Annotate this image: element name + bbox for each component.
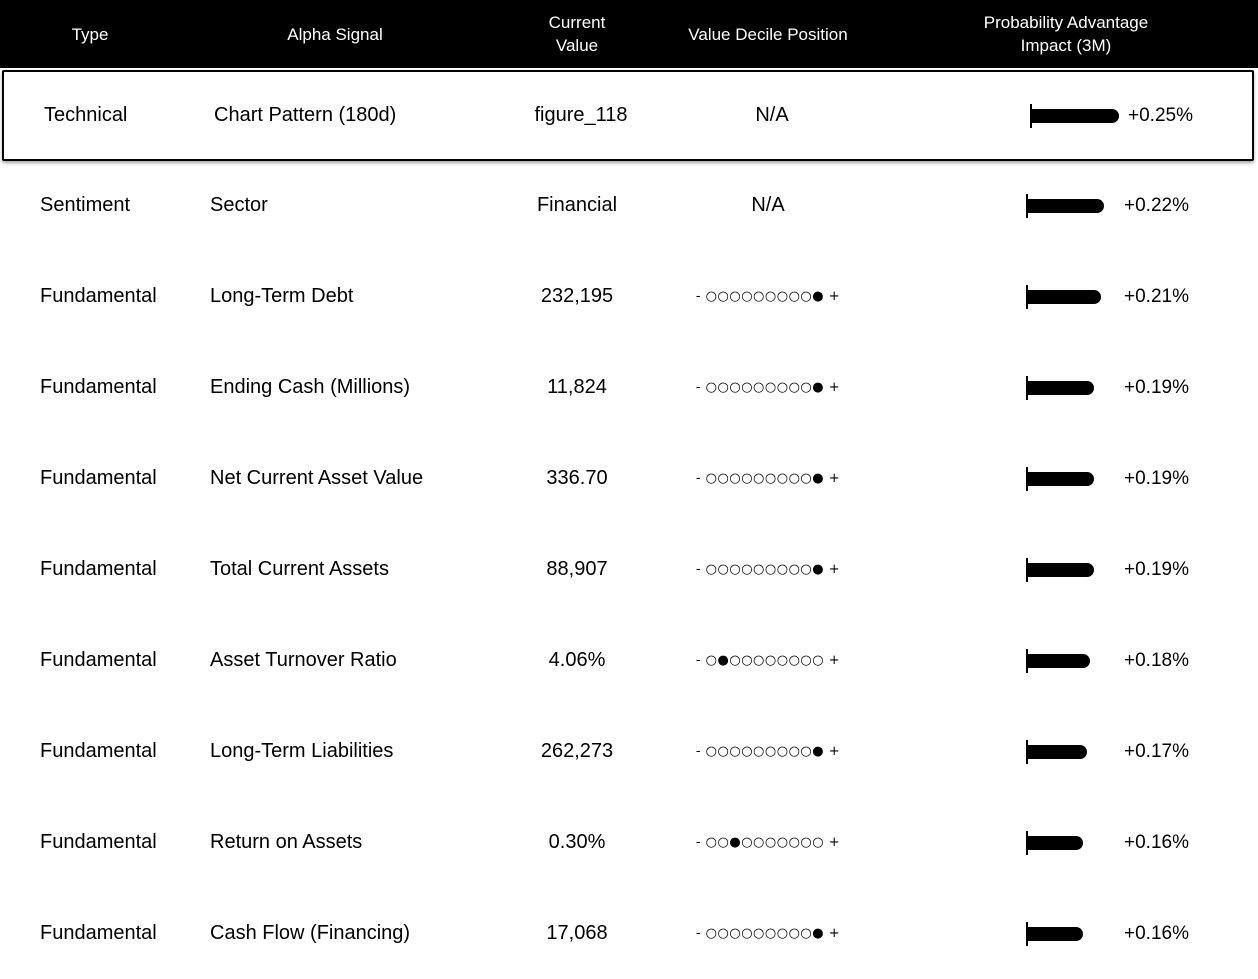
table-row[interactable]: [0, 524, 1258, 615]
impact-bar: [1026, 465, 1120, 493]
table-row[interactable]: [0, 888, 1258, 979]
header-alpha-signal[interactable]: [210, 0, 460, 68]
impact-value: +0.18%: [1124, 649, 1189, 671]
impact-bar-fill: [1031, 109, 1119, 123]
header-alpha-signal-label: Alpha Signal: [287, 24, 383, 44]
row-alpha-signal: Net Current Asset Value: [210, 467, 424, 489]
impact-bar-fill: [1027, 472, 1094, 486]
row-decile: - ○○○○○○○○○● +: [695, 744, 841, 759]
impact-bar: [1026, 738, 1120, 766]
row-alpha-signal: Sector: [210, 194, 268, 216]
row-alpha-signal: Asset Turnover Ratio: [210, 649, 397, 671]
row-type: Fundamental: [40, 922, 157, 944]
header-type-label: Type: [71, 24, 109, 44]
header-type[interactable]: [40, 0, 140, 68]
row-decile: - ○○○○○○○○○● +: [695, 471, 841, 486]
row-current-value: 262,273: [540, 740, 614, 762]
header-value-decile-label: Value Decile Position: [688, 24, 848, 44]
impact-bar: [1026, 556, 1120, 584]
impact-value: +0.19%: [1124, 558, 1189, 580]
row-type: Fundamental: [40, 376, 157, 398]
header-current-value-label: Current Value: [548, 13, 606, 55]
row-decile: - ○●○○○○○○○○ +: [695, 653, 841, 668]
row-impact: [1026, 251, 1246, 342]
row-impact: [1030, 72, 1250, 159]
impact-value: +0.22%: [1124, 194, 1189, 216]
row-decile: - ○○○○○○○○○● +: [695, 562, 841, 577]
impact-bar: [1030, 102, 1124, 130]
impact-bar: [1026, 283, 1120, 311]
row-current-value: 11,824: [547, 376, 607, 398]
row-type: Fundamental: [40, 285, 157, 307]
row-current-value: 17,068: [546, 922, 608, 944]
impact-bar: [1026, 829, 1120, 857]
table-row[interactable]: [0, 342, 1258, 433]
header-current-value[interactable]: [480, 0, 674, 68]
table-row[interactable]: [0, 433, 1258, 524]
row-current-value: Financial: [536, 194, 618, 216]
impact-bar: [1026, 920, 1120, 948]
table-row[interactable]: [0, 251, 1258, 342]
table-row[interactable]: [0, 160, 1258, 251]
impact-bar-fill: [1027, 199, 1104, 213]
row-decile: - ○○○○○○○○○● +: [695, 289, 841, 304]
table-header: [0, 0, 1258, 68]
row-impact: [1026, 524, 1246, 615]
row-current-value: 4.06%: [548, 649, 606, 671]
impact-bar-fill: [1027, 927, 1083, 941]
row-decile: - ○○○○○○○○○● +: [695, 380, 841, 395]
row-alpha-signal: Return on Assets: [210, 831, 363, 853]
impact-value: +0.21%: [1124, 285, 1189, 307]
row-impact: [1026, 797, 1246, 888]
row-alpha-signal: Long-Term Debt: [210, 285, 354, 307]
row-alpha-signal: Chart Pattern (180d): [214, 104, 397, 126]
row-impact: [1026, 615, 1246, 706]
row-current-value: 88,907: [546, 558, 608, 580]
row-impact: [1026, 433, 1246, 524]
row-alpha-signal: Ending Cash (Millions): [210, 376, 411, 398]
row-alpha-signal: Total Current Assets: [210, 558, 389, 580]
impact-bar-fill: [1027, 563, 1094, 577]
impact-value: +0.25%: [1128, 104, 1193, 126]
row-current-value: 232,195: [540, 285, 614, 307]
row-type: Fundamental: [40, 558, 157, 580]
row-type: Fundamental: [40, 467, 157, 489]
row-decile: N/A: [751, 194, 785, 216]
row-alpha-signal: Cash Flow (Financing): [210, 922, 411, 944]
impact-bar-fill: [1027, 836, 1083, 850]
impact-value: +0.16%: [1124, 831, 1189, 853]
row-current-value: figure_118: [534, 104, 628, 126]
impact-value: +0.17%: [1124, 740, 1189, 762]
table-row[interactable]: [0, 615, 1258, 706]
impact-value: +0.19%: [1124, 376, 1189, 398]
row-impact: [1026, 888, 1246, 979]
impact-bar-fill: [1027, 381, 1094, 395]
row-impact: [1026, 706, 1246, 797]
impact-bar: [1026, 192, 1120, 220]
row-decile: - ○○○○○○○○○● +: [695, 926, 841, 941]
row-decile: - ○○●○○○○○○○ +: [695, 835, 841, 850]
row-impact: [1026, 342, 1246, 433]
row-type: Fundamental: [40, 740, 157, 762]
header-probability-impact[interactable]: [960, 0, 1172, 68]
table-row[interactable]: [0, 706, 1258, 797]
impact-value: +0.16%: [1124, 922, 1189, 944]
impact-bar: [1026, 374, 1120, 402]
row-type: Fundamental: [40, 831, 157, 853]
row-type: Technical: [44, 104, 128, 126]
row-type: Sentiment: [40, 194, 131, 216]
row-alpha-signal: Long-Term Liabilities: [210, 740, 394, 762]
row-current-value: 336.70: [546, 467, 608, 489]
header-value-decile[interactable]: [672, 0, 864, 68]
table-row[interactable]: [0, 797, 1258, 888]
header-probability-impact-label: Probability Advantage Impact (3M): [983, 13, 1149, 55]
row-type: Fundamental: [40, 649, 157, 671]
impact-bar-fill: [1027, 290, 1101, 304]
row-current-value: 0.30%: [548, 831, 606, 853]
row-decile: N/A: [755, 104, 789, 126]
impact-bar-fill: [1027, 745, 1087, 759]
impact-bar: [1026, 647, 1120, 675]
row-impact: [1026, 160, 1246, 251]
table-row[interactable]: [2, 70, 1254, 161]
impact-value: +0.19%: [1124, 467, 1189, 489]
impact-bar-fill: [1027, 654, 1090, 668]
